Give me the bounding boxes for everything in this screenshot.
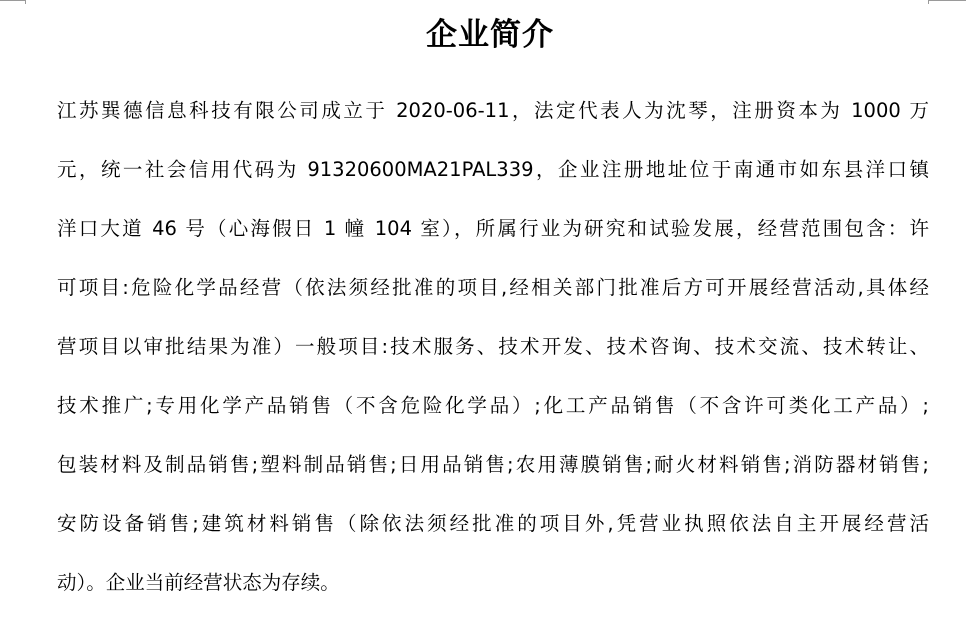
page-corner-mark-left	[0, 0, 26, 2]
body-line: 元，统一社会信用代码为 91320600MA21PAL339，企业注册地址位于南通市如东县洋口镇	[57, 158, 929, 181]
body-line: 营项目以审批结果为准）一般项目:技术服务、技术开发、技术咨询、技术交流、技术转让、	[57, 335, 929, 358]
body-line: 包装材料及制品销售;塑料制品销售;日用品销售;农用薄膜销售;耐火材料销售;消防器材销售;	[57, 453, 929, 476]
document-body	[57, 92, 929, 623]
body-line: 安防设备销售;建筑材料销售（除依法须经批准的项目外,凭营业执照依法自主开展经营活	[57, 512, 929, 535]
body-line: 洋口大道 46 号（心海假日 1 幢 104 室），所属行业为研究和试验发展，经营范围包含：许	[57, 217, 929, 240]
body-line-last: 动）。企业当前经营状态为存续。	[57, 571, 340, 594]
body-line: 可项目:危险化学品经营（依法须经批准的项目,经相关部门批准后方可开展经营活动,具体经	[57, 276, 929, 299]
document-title: 企业简介	[426, 17, 554, 53]
page-corner-mark-right	[928, 0, 966, 2]
body-line: 技术推广;专用化学产品销售（不含危险化学品）;化工产品销售（不含许可类化工产品）;	[57, 394, 929, 417]
body-line: 江苏巽德信息科技有限公司成立于 2020-06-11，法定代表人为沈琴，注册资本为 1000 万	[57, 99, 929, 122]
